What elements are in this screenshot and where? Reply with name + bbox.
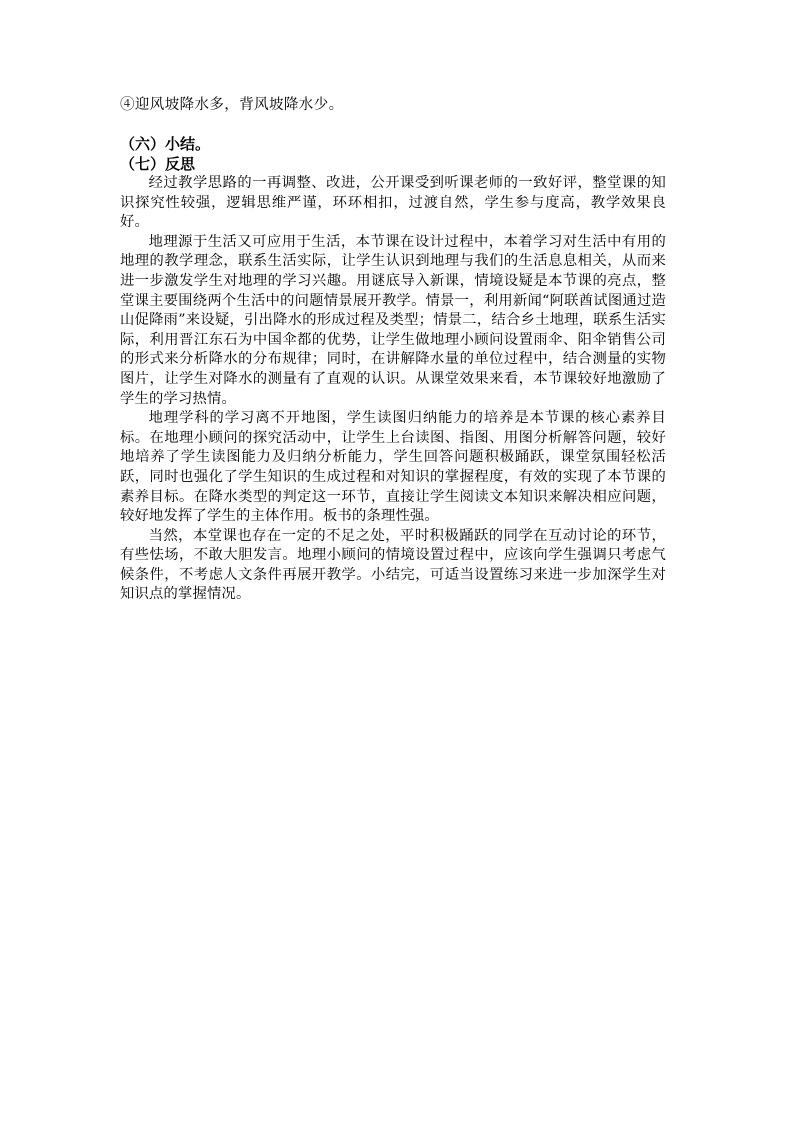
paragraph-4: 当然，本堂课也存在一定的不足之处，平时积极踊跃的同学在互动讨论的环节，有些怯场，不敢大胆发言。地理小顾问的情境设置过程中，应该向学生强调只考虑气候条件，不考虑人文条件再展开教学。小结完，可适当设置练习来进一步加深学生对知识点的掌握情况。 (120, 527, 666, 603)
list-item-four: ④迎风坡降水多，背风坡降水少。 (120, 97, 344, 113)
paragraph-3: 地理学科的学习离不开地图，学生读图归纳能力的培养是本节课的核心素养目标。在地理小顾问的探究活动中，让学生上台读图、指图、用图分析解答问题，较好地培养了学生读图能力及归纳分析能力，学生回答问题积极踊跃，课堂氛围轻松活跃，同时也强化了学生知识的生成过程和对知识的掌握程度，有效的实现了本节课的素养目标。在降水类型的判定这一环节，直接让学生阅读文本知识来解决相应问题，较好地发挥了学生的主体作用。板书的条理性强。 (120, 410, 666, 525)
document-body (120, 94, 666, 605)
section-heading-reflection: （七）反思 (120, 155, 196, 173)
section-heading-summary: （六）小结。 (120, 135, 211, 153)
paragraph-2: 地理源于生活又可应用于生活，本节课在设计过程中，本着学习对生活中有用的地理的教学理念，联系生活实际，让学生认识到地理与我们的生活息息相关，从而来进一步激发学生对地理的学习兴趣。用谜底导入新课，情境设疑是本节课的亮点，整堂课主要围绕两个生活中的问题情景展开教学。情景一，利用新闻“阿联酋试图通过造山促降雨”来设疑，引出降水的形成过程及类型；情景二，结合乡土地理，联系生活实际，利用晋江东石为中国伞都的优势，让学生做地理小顾问设置雨伞、阳伞销售公司的形式来分析降水的分布规律；同时，在讲解降水量的单位过程中，结合测量的实物图片，让学生对降水的测量有了直观的认识。从课堂效果来看，本节课较好地激励了学生的学习热情。 (120, 233, 666, 407)
paragraph-1: 经过教学思路的一再调整、改进，公开课受到听课老师的一致好评，整堂课的知识探究性较强，逻辑思维严谨，环环相扣，过渡自然，学生参与度高，教学效果良好。 (120, 175, 666, 231)
